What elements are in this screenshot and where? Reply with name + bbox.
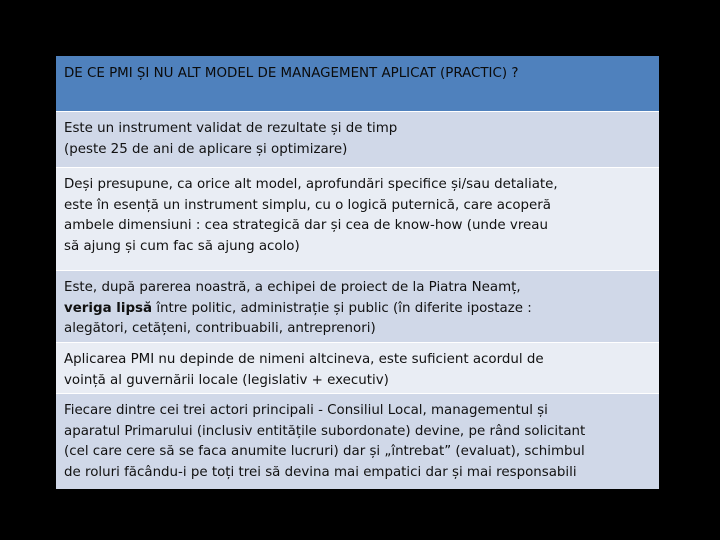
- row-line: voință al guvernării locale (legislativ + executiv): [64, 372, 389, 388]
- row-line: Este, după parerea noastră, a echipei de proiect de la Piatra Neamț,: [64, 280, 521, 295]
- row-line: de roluri făcându-i pe toți trei să devina mai empatici dar și mai responsabili: [64, 464, 577, 480]
- row-line: (cel care cere să se faca anumite lucruri) dar și „întrebat” (evaluat), schimbul: [64, 444, 585, 460]
- row-line: Fiecare dintre cei trei actori principali - Consiliul Local, managementul și: [64, 403, 548, 418]
- row-line: ambele dimensiuni : cea strategică dar și cea de know-how (unde vreau: [64, 218, 548, 234]
- row-line: este în esență un instrument simplu, cu o logică puternică, care acoperă: [64, 197, 551, 213]
- row-line: Este un instrument validat de rezultate și de timp: [64, 121, 398, 136]
- row-line: aparatul Primarului (inclusiv entitățile subordonate) devine, pe rând solicitant: [64, 423, 586, 439]
- table-row: [56, 112, 659, 168]
- row-line: alegători, cetățeni, contribuabili, antreprenori): [64, 321, 376, 337]
- table-header: [56, 56, 659, 112]
- row-line: Aplicarea PMI nu depinde de nimeni altcineva, este suficient acordul de: [64, 352, 544, 367]
- row-line: Deși presupune, ca orice alt model, aprofundări specifice și/sau detaliate,: [64, 177, 558, 192]
- bold-phrase: veriga lipsă: [64, 300, 153, 316]
- table-row: [56, 343, 659, 394]
- row-line: [64, 299, 651, 320]
- pmi-table: [56, 56, 659, 489]
- table-row: [56, 168, 659, 271]
- row-line-rest: între politic, administrație și public (în diferite ipostaze :: [152, 300, 532, 316]
- table-row: [56, 394, 659, 489]
- row-line: să ajung și cum fac să ajung acolo): [64, 238, 300, 254]
- row-line: (peste 25 de ani de aplicare și optimizare): [64, 141, 348, 157]
- table-row: [56, 271, 659, 343]
- header-text: DE CE PMI ȘI NU ALT MODEL DE MANAGEMENT APLICAT (PRACTIC) ?: [64, 66, 519, 81]
